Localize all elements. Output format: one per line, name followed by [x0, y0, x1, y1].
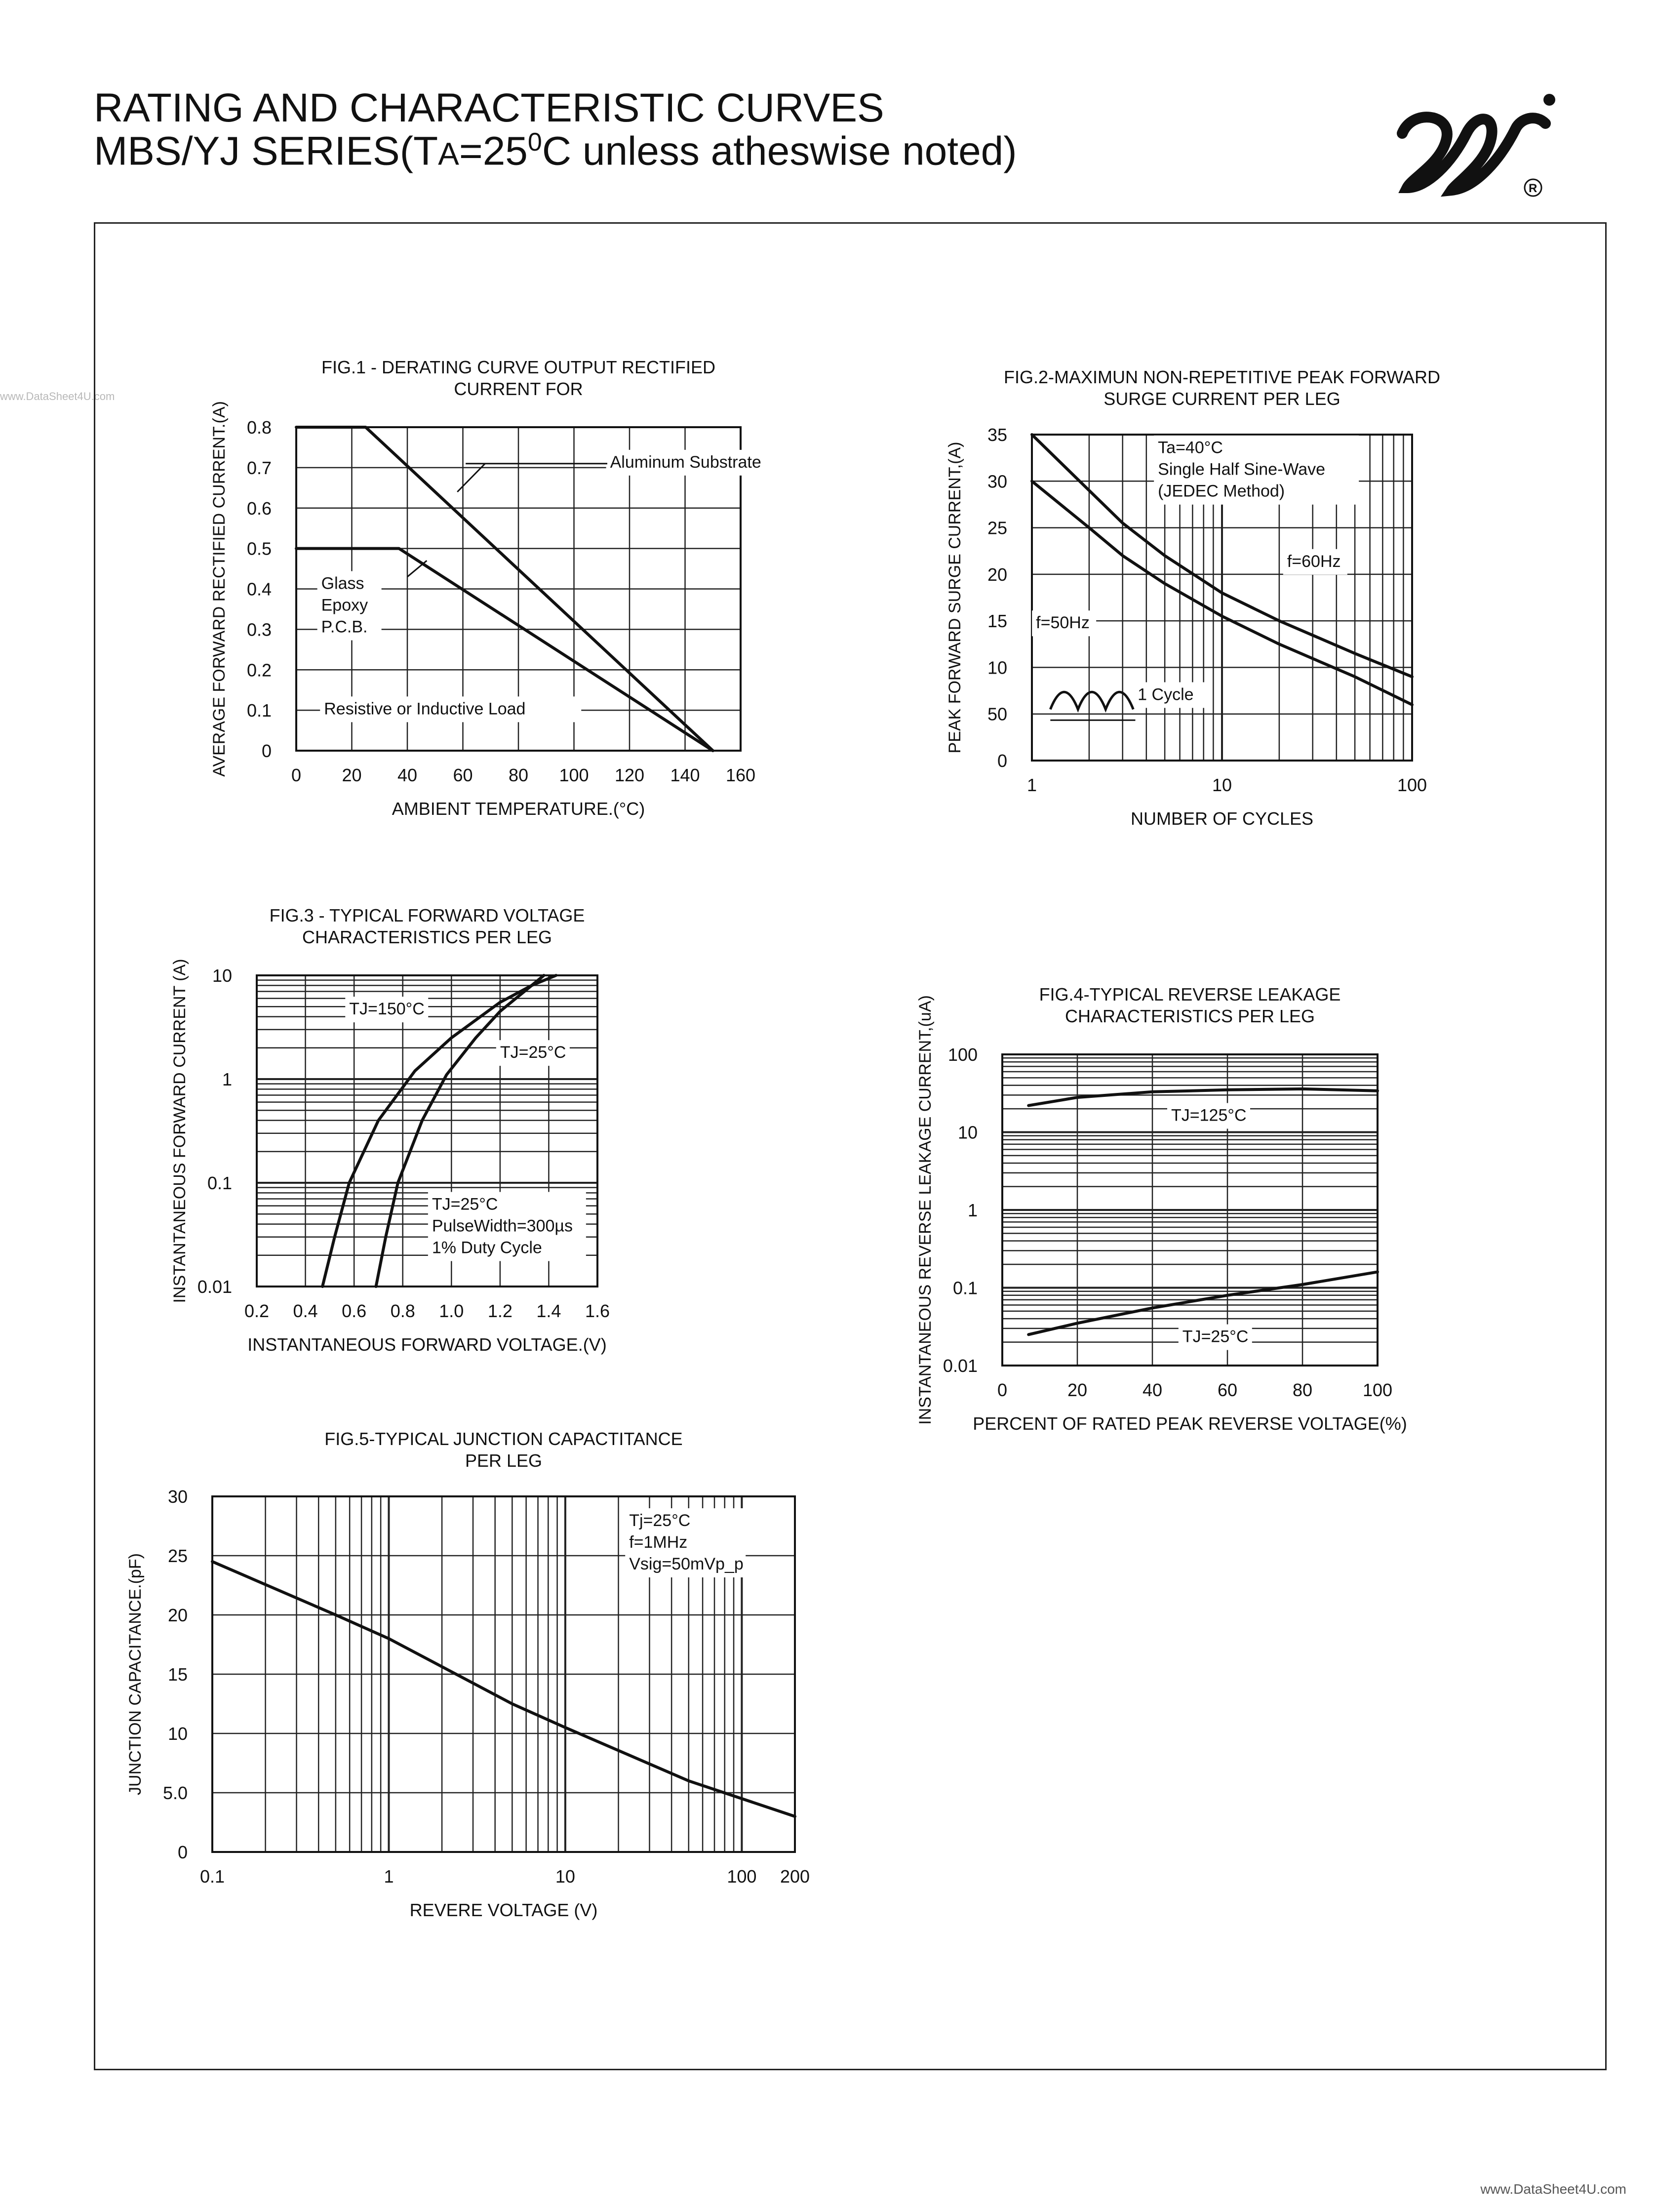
annotation-label: 1% Duty Cycle [432, 1238, 542, 1257]
y-tick-label: 1 [222, 1069, 232, 1089]
y-tick-label: 20 [987, 564, 1007, 585]
y-tick-label: 0.7 [246, 457, 272, 478]
y-axis-label: INSTANTANEOUS REVERSE LEAKAGE CURRENT,(uA) [916, 995, 935, 1425]
y-tick-label: 25 [167, 1546, 188, 1566]
x-tick-label: 10 [1212, 775, 1232, 795]
y-tick-label: 0.8 [246, 417, 272, 438]
chart-title: CURRENT FOR [454, 379, 583, 399]
chart-title: CHARACTERISTICS PER LEG [302, 927, 552, 947]
x-tick-label: 120 [614, 765, 645, 785]
x-tick-label: 80 [508, 765, 529, 785]
x-tick-label: 100 [727, 1866, 757, 1887]
chart-fig2 [899, 365, 1491, 840]
y-tick-label: 0.01 [943, 1356, 978, 1376]
title-sup: 0 [527, 128, 542, 157]
y-tick-label: 30 [167, 1487, 188, 1507]
annotation-label: Aluminum Substrate [610, 452, 761, 472]
annotation-label: Glass [321, 574, 364, 593]
chart-title: FIG.5-TYPICAL JUNCTION CAPACTITANCE [324, 1429, 683, 1449]
y-tick-label: 0 [177, 1842, 188, 1862]
svg-text:R: R [1529, 182, 1538, 195]
chart-title: SURGE CURRENT PER LEG [1104, 389, 1341, 409]
y-axis-label: AVERAGE FORWARD RECTIFIED CURRENT.(A) [210, 401, 229, 777]
x-tick-label: 0 [997, 1380, 1008, 1400]
y-axis-label: JUNCTION CAPACITANCE.(pF) [126, 1553, 145, 1795]
y-tick-label: 10 [167, 1724, 188, 1744]
x-tick-label: 1.6 [585, 1301, 610, 1321]
y-tick-label: 30 [987, 471, 1007, 492]
annotation-label: TJ=25°C [1182, 1327, 1249, 1346]
x-tick-label: 1 [1026, 775, 1037, 795]
annotation-label: TJ=125°C [1171, 1106, 1247, 1125]
annotation-label: P.C.B. [321, 617, 368, 637]
annotation-label: 1 Cycle [1138, 685, 1194, 704]
y-tick-label: 15 [167, 1664, 188, 1685]
chart-title: FIG.2-MAXIMUN NON-REPETITIVE PEAK FORWARD [1003, 367, 1441, 387]
y-tick-label: 35 [987, 425, 1007, 445]
y-tick-label: 5.0 [162, 1783, 188, 1803]
annotation-label: PulseWidth=300µs [432, 1216, 573, 1236]
chart-title: CHARACTERISTICS PER LEG [1065, 1006, 1315, 1026]
x-tick-label: 200 [780, 1866, 810, 1887]
y-tick-label: 0 [261, 741, 272, 761]
y-tick-label: 0.1 [952, 1278, 978, 1298]
x-tick-label: 80 [1292, 1380, 1313, 1400]
x-tick-label: 60 [1217, 1380, 1238, 1400]
y-tick-label: 0.1 [207, 1173, 232, 1193]
annotation-label: Vsig=50mVp_p [629, 1555, 744, 1573]
x-tick-label: 0 [291, 765, 302, 785]
annotation-label: f=60Hz [1287, 552, 1341, 571]
x-tick-label: 1.2 [487, 1301, 513, 1321]
y-tick-label: 0.5 [246, 538, 272, 559]
x-axis-label: REVERE VOLTAGE (V) [409, 1900, 598, 1920]
x-tick-label: 1.0 [439, 1301, 464, 1321]
chart-fig4 [889, 983, 1471, 1467]
x-tick-label: 60 [453, 765, 473, 785]
annotation-label: f=50Hz [1036, 613, 1090, 633]
y-tick-label: 0.2 [246, 660, 272, 681]
x-tick-label: 0.4 [293, 1301, 318, 1321]
x-axis-label: PERCENT OF RATED PEAK REVERSE VOLTAGE(%) [973, 1413, 1407, 1434]
annotation-label: (JEDEC Method) [1158, 482, 1285, 501]
y-axis-label: INSTANTANEOUS FORWARD CURRENT (A) [170, 959, 189, 1303]
watermark-right: www.DataSheet4U.com [1480, 2181, 1626, 2197]
x-tick-label: 1 [384, 1866, 394, 1887]
x-tick-label: 140 [670, 765, 700, 785]
company-logo [1392, 89, 1570, 202]
half-sine-wave-symbol [1050, 692, 1133, 709]
leader-arrow [407, 561, 427, 577]
chart-title: PER LEG [465, 1450, 543, 1471]
x-tick-label: 0.1 [199, 1866, 225, 1887]
annotation-label: Single Half Sine-Wave [1158, 460, 1326, 479]
x-tick-label: 0.2 [244, 1301, 270, 1321]
chart-title: FIG.3 - TYPICAL FORWARD VOLTAGE [269, 905, 585, 925]
page-title-line2 [94, 128, 1017, 174]
chart-fig1 [188, 356, 780, 830]
annotation-label: Resistive or Inductive Load [324, 699, 526, 719]
y-tick-label: 100 [947, 1045, 978, 1065]
y-tick-label: 0.3 [246, 619, 272, 640]
x-tick-label: 160 [725, 765, 756, 785]
series-line [212, 1562, 795, 1816]
annotation-label: Epoxy [321, 596, 368, 615]
y-tick-label: 50 [987, 704, 1007, 724]
x-tick-label: 40 [1142, 1380, 1163, 1400]
watermark-left: www.DataSheet4U.com [0, 390, 115, 402]
y-tick-label: 0.6 [246, 498, 272, 519]
x-tick-label: 0.6 [342, 1301, 367, 1321]
annotation-label: f=1MHz [629, 1533, 688, 1552]
annotation-label: TJ=25°C [432, 1195, 498, 1214]
x-axis-label: NUMBER OF CYCLES [1130, 808, 1314, 829]
annotation-label: Ta=40°C [1158, 438, 1223, 457]
x-tick-label: 20 [342, 765, 362, 785]
y-axis-label: PEAK FORWARD SURGE CURRENT,(A) [946, 442, 964, 754]
title-prefix: MBS/YJ SERIES(T [94, 128, 438, 174]
y-tick-label: 25 [987, 518, 1007, 538]
y-tick-label: 0.4 [246, 579, 272, 600]
title-sub: A [438, 136, 459, 172]
y-tick-label: 10 [987, 657, 1007, 678]
y-tick-label: 0.1 [246, 700, 272, 721]
y-tick-label: 15 [987, 611, 1007, 632]
y-tick-label: 20 [167, 1605, 188, 1625]
x-tick-label: 20 [1067, 1380, 1088, 1400]
y-tick-label: 1 [967, 1200, 978, 1220]
x-axis-label: INSTANTANEOUS FORWARD VOLTAGE.(V) [247, 1334, 607, 1355]
page-title-line1: RATING AND CHARACTERISTIC CURVES [94, 85, 884, 130]
x-axis-label: AMBIENT TEMPERATURE.(°C) [392, 799, 645, 819]
chart-title: FIG.4-TYPICAL REVERSE LEAKAGE [1039, 984, 1341, 1005]
x-tick-label: 10 [555, 1866, 575, 1887]
y-tick-label: 0.01 [197, 1277, 232, 1297]
x-tick-label: 100 [1362, 1380, 1393, 1400]
x-tick-label: 100 [559, 765, 589, 785]
chart-title: FIG.1 - DERATING CURVE OUTPUT RECTIFIED [321, 357, 716, 377]
y-tick-label: 10 [212, 965, 232, 986]
y-tick-label: 10 [957, 1122, 978, 1143]
annotation-label: Tj=25°C [629, 1511, 691, 1530]
title-suffix: C unless atheswise noted) [542, 128, 1017, 174]
title-mid: =25 [459, 128, 528, 174]
chart-fig3 [163, 904, 657, 1355]
annotation-label: TJ=25°C [500, 1043, 566, 1062]
x-tick-label: 0.8 [390, 1301, 415, 1321]
x-tick-label: 40 [397, 765, 418, 785]
x-tick-label: 100 [1397, 775, 1427, 795]
x-tick-label: 1.4 [536, 1301, 561, 1321]
annotation-label: TJ=150°C [349, 1000, 425, 1019]
chart-fig5 [128, 1427, 829, 1931]
y-tick-label: 0 [997, 751, 1007, 771]
